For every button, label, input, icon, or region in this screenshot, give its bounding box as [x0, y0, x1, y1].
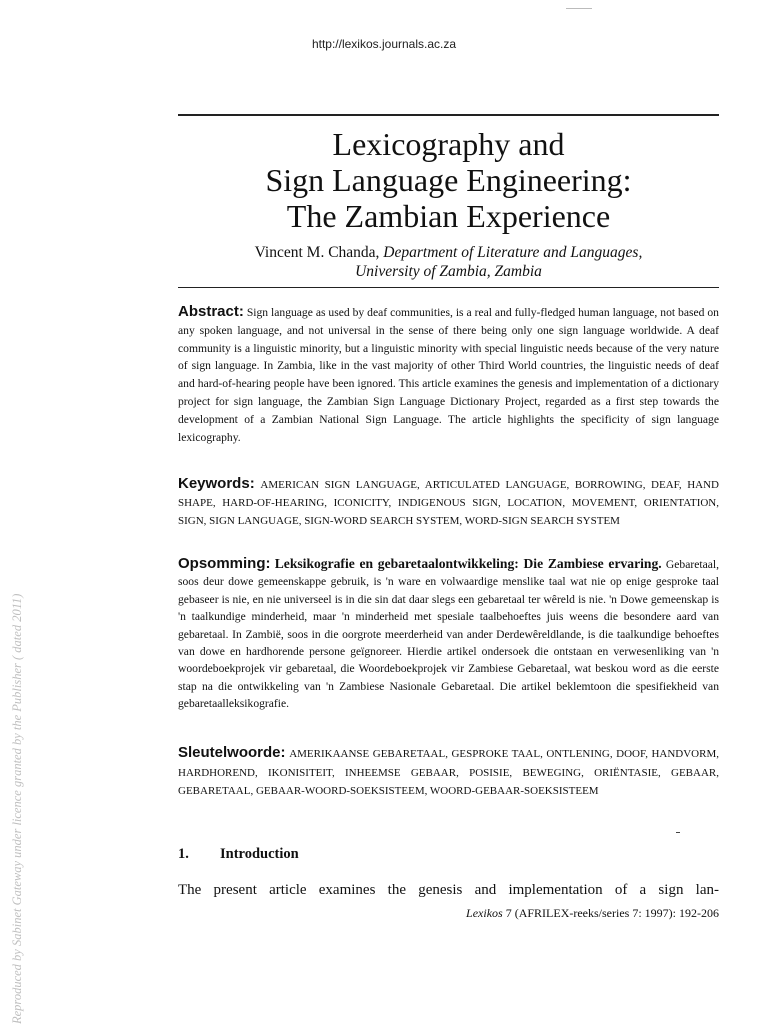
abstract-label: Abstract:: [178, 303, 244, 320]
sleutelwoorde-paragraph: [178, 744, 719, 801]
opsomming-paragraph: [178, 555, 719, 713]
keywords-text: AMERICAN SIGN LANGUAGE, ARTICULATED LANGUAGE, BORROWING, DEAF, HAND SHAPE, HARD-OF-HEARING, ICONICITY, INDIGENOUS SIGN, LOCATION, MOVEMENT, ORIENTATION, SIGN, SIGN LANGUAGE, SIGN-WORD SEARCH SYSTEM, WORD-SIGN SEARCH SYSTEM: [178, 479, 719, 527]
title-line-2: Sign Language Engineering:: [265, 162, 632, 198]
author-block: [178, 243, 719, 281]
sleutelwoorde-text: AMERIKAANSE GEBARETAAL, GESPROKE TAAL, ONTLENING, DOOF, HANDVORM, HARDHOREND, IKONISITEIT, INHEEMSE GEBAAR, POSISIE, BEWEGING, ORIËNTASIE, GEBAAR, GEBARETAAL, GEBAAR-WOORD-SOEKSISTEEM, WOORD-GEBAAR-SOEKSISTEEM: [178, 748, 719, 797]
intro-paragraph: The present article examines the genesis and implementation of a sign lan-: [178, 882, 719, 898]
title-line-3: The Zambian Experience: [286, 198, 611, 234]
top-edge-mark: [566, 8, 592, 9]
keywords-label: Keywords:: [178, 475, 255, 492]
author-affiliation-1: Department of Literature and Languages,: [383, 244, 643, 261]
title-bottom-rule: [178, 287, 719, 288]
opsomming-label: Opsomming:: [178, 555, 271, 572]
author-name: Vincent M. Chanda,: [254, 244, 384, 261]
citation-details: 7 (AFRILEX-reeks/series 7: 1997): 192-206: [502, 906, 719, 920]
abstract-paragraph: [178, 303, 719, 446]
abstract-text: Sign language as used by deaf communities, is a real and fully-fledged human language, not based on any spoken language, and not universal in the sense of there being only one sign language worldwide. A deaf community is a linguistic minority, but a linguistic minority with special linguistic needs because of the very nature of sign language. In Zambia, like in the vast majority of other Third World countries, the linguistic needs of deaf and hard-of-hearing people have been ignored. This article examines the genesis and implementation of a dictionary project for sign language, the Zambian Sign Language Dictionary Project, regarded as a first step towards the development of a Zambian National Sign Language. The article highlights the specificity of sign language lexicography.: [178, 306, 719, 444]
title-line-1: Lexicography and: [332, 126, 565, 162]
keywords-paragraph: [178, 475, 719, 530]
journal-name: Lexikos: [466, 906, 503, 920]
article-title: [178, 126, 719, 234]
sleutelwoorde-label: Sleutelwoorde:: [178, 744, 286, 761]
opsomming-title: Leksikografie en gebaretaalontwikkeling: Die Zambiese ervaring.: [274, 556, 662, 571]
stray-mark: [676, 832, 680, 833]
publisher-watermark: Reproduced by Sabinet Gateway under licence granted by the Publisher ( dated 2011): [10, 593, 24, 1024]
section-number: 1.: [178, 846, 189, 862]
section-title: Introduction: [220, 846, 299, 862]
opsomming-text: Gebaretaal, soos deur dowe gemeenskappe gebruik, is 'n ware en volwaardige menslike taal wat nie op enige gesproke taal gebaseer is nie, en nie universeel is in die sin dat daar slegs een gebaretaal ter wêreld is nie. 'n Dowe gemeenskap is 'n taalkundige minderheid, maar 'n minderheid met spesiale taalbehoeftes juis weens die besondere aard van gebaretaal. In Zambië, soos in die oorgrote meerderheid van ander Derdewêreldlande, is die taalkundige behoeftes van dowe en hardhorende persone geïgnoreer. Hierdie artikel ondersoek die ontstaan en verwesenliking van 'n woordeboekprojek vir gebaretaal, die Woordeboekprojek vir Zambiese Gebaretaal, wat beskou word as die eerste stap na die ontwikkeling van 'n Zambiese Nasionale Gebaretaal. Die artikel beklemtoon die spesifiekheid van gebaretaalleksikografie.: [178, 558, 719, 711]
title-top-rule: [178, 114, 719, 116]
author-affiliation-2: University of Zambia, Zambia: [355, 263, 542, 280]
journal-url-link[interactable]: http://lexikos.journals.ac.za: [311, 37, 457, 51]
section-heading: [178, 846, 299, 863]
citation-footer: [178, 906, 719, 921]
